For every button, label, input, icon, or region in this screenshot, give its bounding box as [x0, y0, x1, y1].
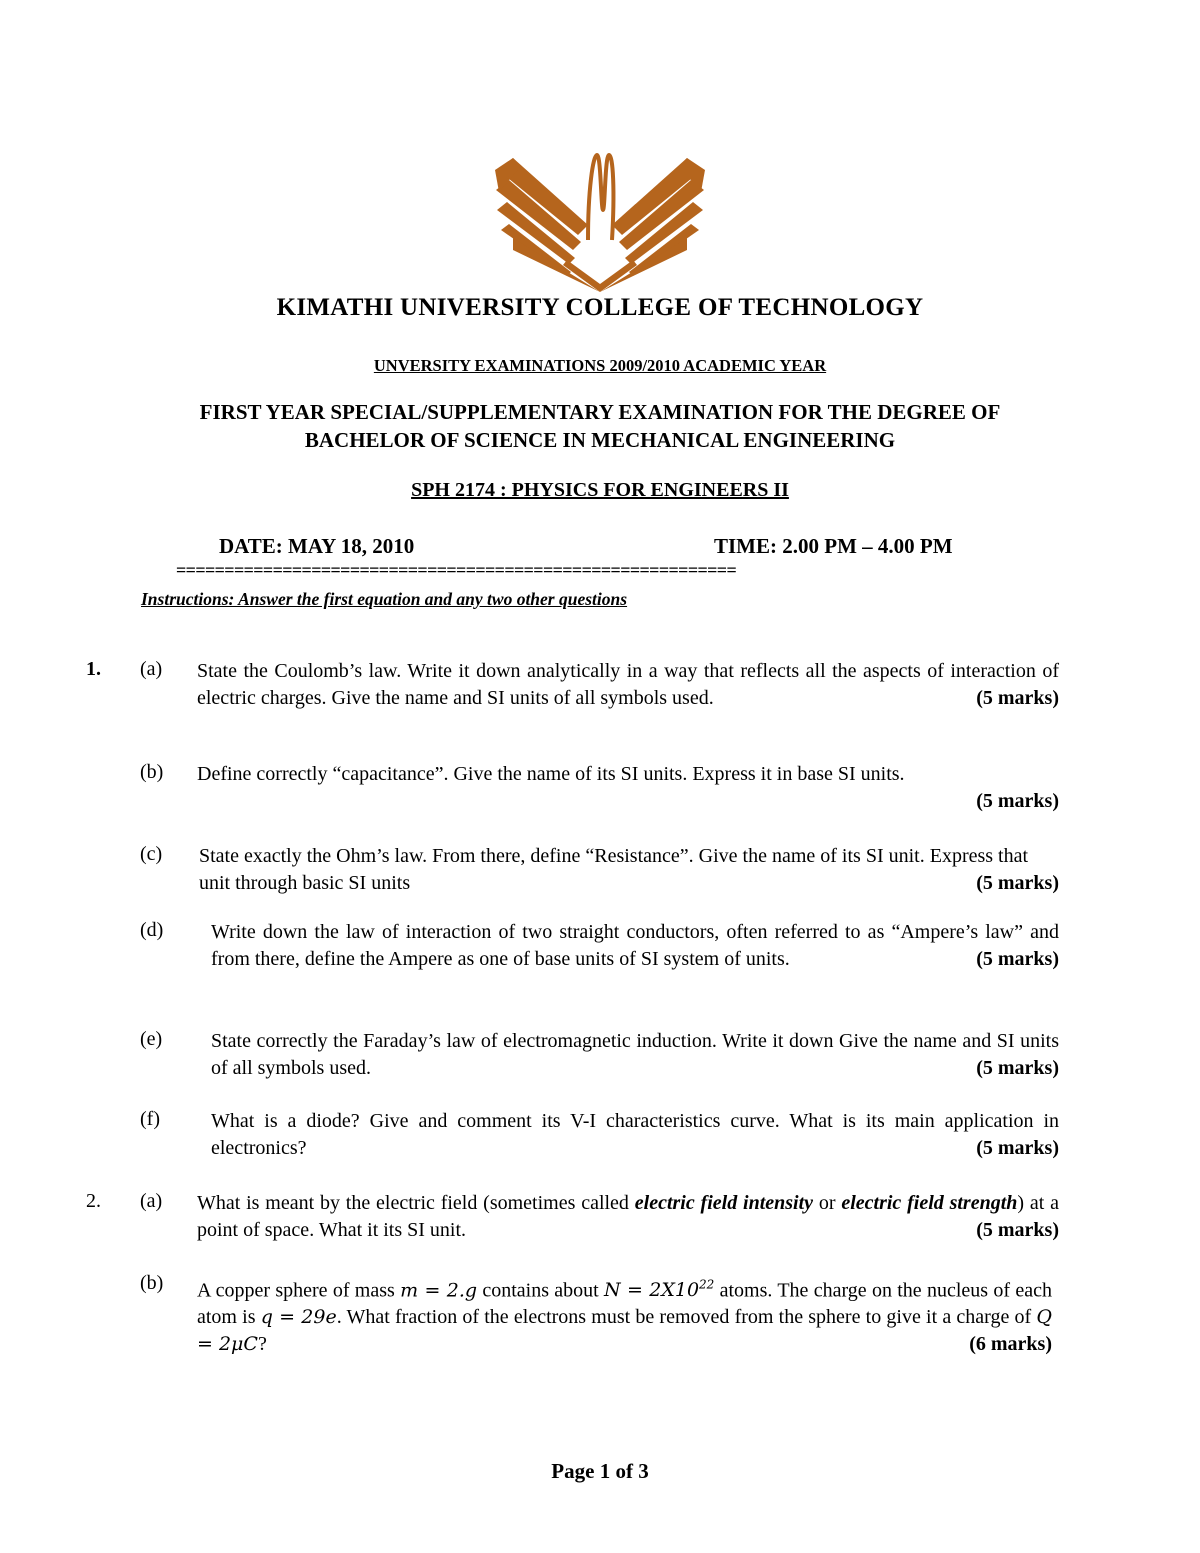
course-title: SPH 2174 : PHYSICS FOR ENGINEERS II: [411, 479, 789, 501]
q1a-body: State the Coulomb’s law. Write it down analytically in a way that reflects all the aspects of interaction of electric charges. Give the name and SI units of all symbols used.: [197, 660, 1059, 709]
university-logo: [493, 150, 707, 292]
exam-time: TIME: 2.00 PM – 4.00 PM: [714, 534, 953, 558]
exam-date: DATE: MAY 18, 2010: [219, 534, 415, 558]
q2b-math-charge: q = 29e: [260, 1306, 337, 1329]
q1f-marks: (5 marks): [976, 1137, 1059, 1159]
q2b-text-3: atoms. The charge on the nucleus of each atom is: [197, 1279, 1052, 1329]
q1c-body: State exactly the Ohm’s law. From there, define “Resistance”. Give the name of its SI unit. Express that unit through basic SI units: [199, 845, 1029, 894]
q2b-marks: (6 marks): [969, 1333, 1052, 1356]
q1b-marks: (5 marks): [976, 790, 1059, 812]
q1d-body: Write down the law of interaction of two straight conductors, often referred to as “Ampere’s law” and from there, define the Ampere as one of base units of SI system of units.: [211, 921, 1059, 970]
q1b-body: Define correctly “capacitance”. Give the name of its SI units. Express it in base SI units.: [197, 763, 905, 785]
degree-line-2: BACHELOR OF SCIENCE IN MECHANICAL ENGINEERING: [304, 428, 896, 452]
q2b-text-1: A copper sphere of mass: [197, 1279, 401, 1302]
q1d-letter: (d): [140, 919, 164, 941]
degree-heading: [0, 398, 1200, 454]
q2b-text-2: contains about: [477, 1279, 605, 1302]
q1a-text: [197, 658, 1059, 712]
exam-year: UNVERSITY EXAMINATIONS 2009/2010 ACADEMIC YEAR: [373, 356, 827, 375]
q2a-emphasis-2: electric field strength: [841, 1192, 1018, 1214]
q2a-marks: (5 marks): [976, 1219, 1059, 1241]
q2b-math-atoms-base: N = 2X10: [604, 1279, 700, 1302]
q1a-marks: (5 marks): [976, 687, 1059, 709]
q1d-text: [211, 919, 1059, 973]
q2b-text-5: ?: [257, 1333, 267, 1356]
q2a-text-post: ) at a point of space. What it its SI unit.: [197, 1192, 1059, 1241]
q2a-letter: (a): [140, 1190, 163, 1212]
page-number: Page 1 of 3: [551, 1459, 649, 1483]
degree-line-1: FIRST YEAR SPECIAL/SUPPLEMENTARY EXAMINATION FOR THE DEGREE OF: [199, 400, 1001, 424]
q1e-body: State correctly the Faraday’s law of electromagnetic induction. Write it down Give the name and SI units of all symbols used.: [211, 1030, 1059, 1079]
q1f-body: What is a diode? Give and comment its V-I characteristics curve. What is its main application in electronics?: [211, 1110, 1059, 1159]
q1c-letter: (c): [140, 843, 163, 865]
q1b-text: [197, 761, 1059, 815]
q1d-marks: (5 marks): [976, 948, 1059, 970]
q2b-text-4: . What fraction of the electrons must be removed from the sphere to give it a charge of: [336, 1306, 1037, 1329]
q1b-letter: (b): [140, 761, 164, 783]
q2b-letter: (b): [140, 1272, 164, 1294]
question-1-number: 1.: [86, 658, 101, 680]
q1e-marks: (5 marks): [976, 1057, 1059, 1079]
q1f-text: [211, 1108, 1059, 1162]
q2a-text: [197, 1190, 1059, 1244]
q1e-text: [211, 1028, 1059, 1082]
q1c-text: [199, 843, 1059, 897]
q2b-math-total-charge: Q = 2μC: [197, 1306, 1052, 1356]
question-2-number: 2.: [86, 1190, 101, 1212]
q2a-text-pre: What is meant by the electric field (sometimes called: [197, 1192, 635, 1214]
q2b-math-atoms: [604, 1279, 714, 1301]
q1e-letter: (e): [140, 1028, 163, 1050]
q2a-text-mid: or: [813, 1192, 842, 1214]
q1c-marks: (5 marks): [976, 872, 1059, 894]
q1a-letter: (a): [140, 658, 163, 680]
university-title: KIMATHI UNIVERSITY COLLEGE OF TECHNOLOGY: [276, 294, 924, 321]
q2b-text: [197, 1272, 1052, 1358]
q2b-math-atoms-exp: 22: [699, 1278, 715, 1292]
q2a-emphasis-1: electric field intensity: [634, 1192, 814, 1214]
q1f-letter: (f): [140, 1108, 160, 1130]
q2b-math-mass: m = 2.g: [400, 1279, 478, 1302]
instructions: Instructions: Answer the first equation and any two other questions: [141, 589, 628, 609]
divider-rule: ==========================================================: [176, 560, 737, 580]
